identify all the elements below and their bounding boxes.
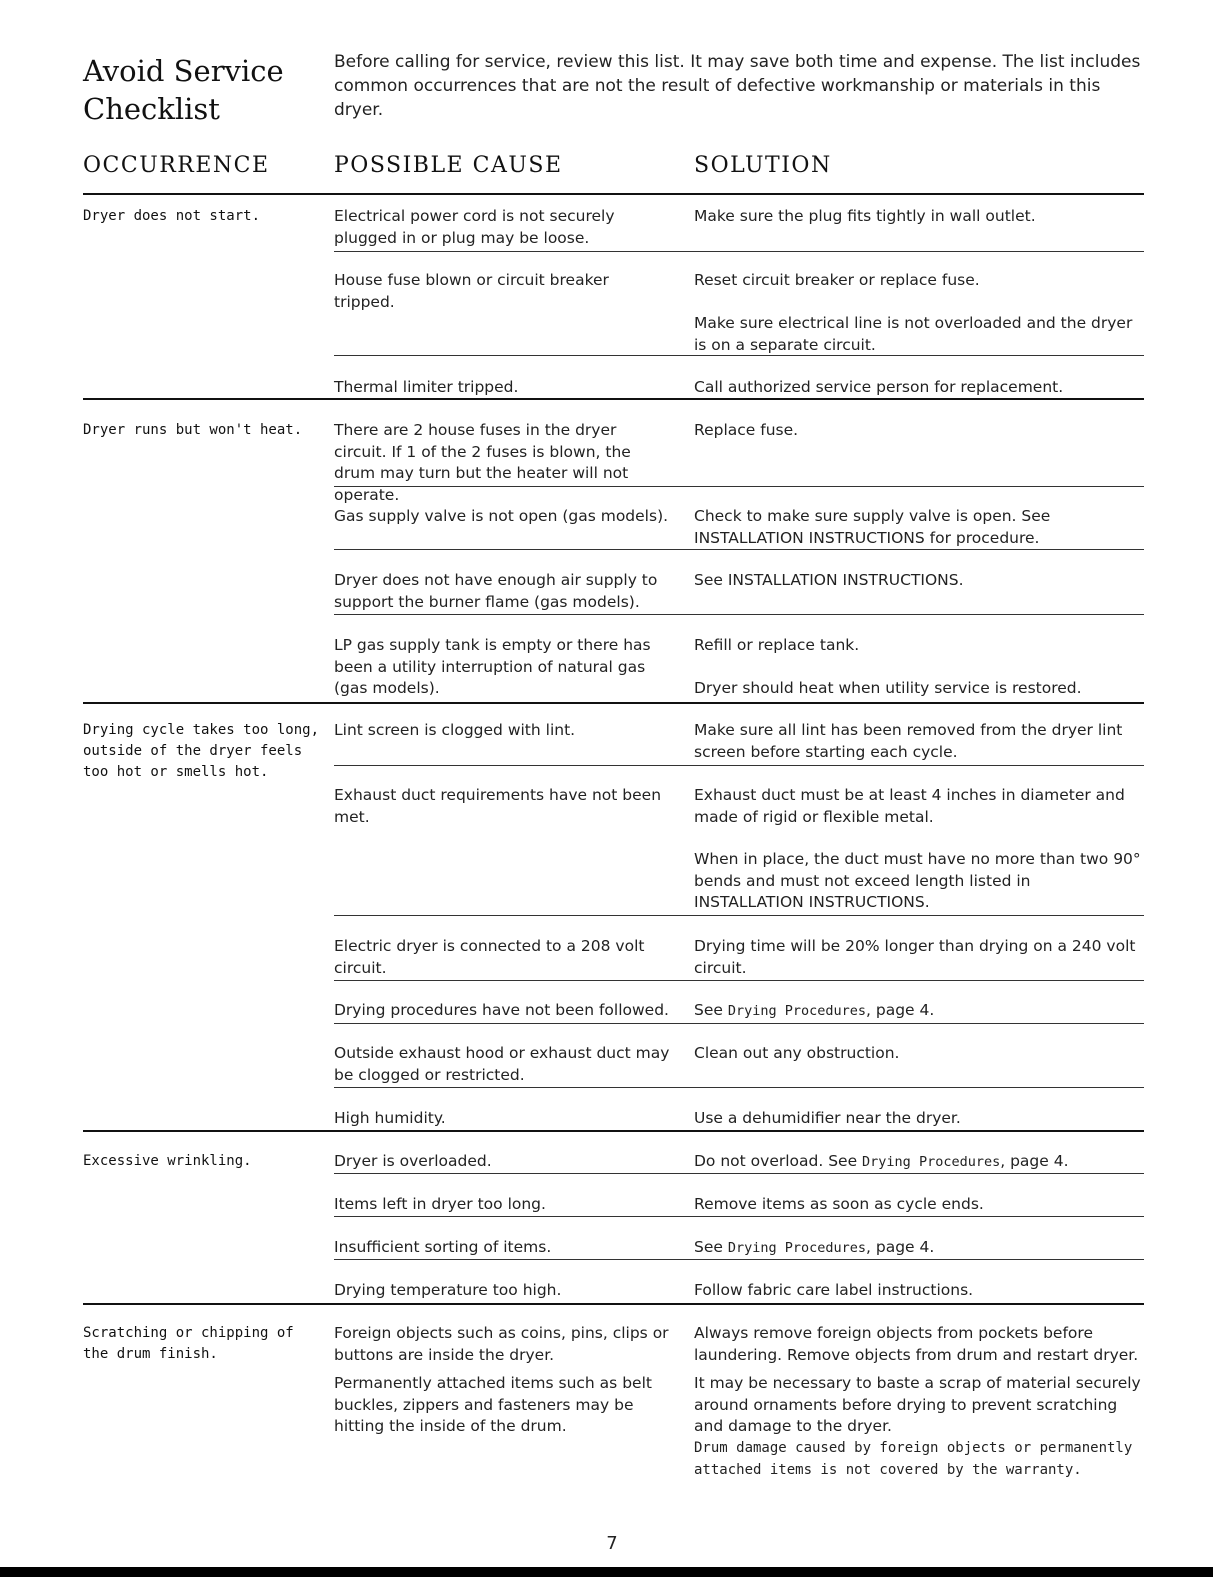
occurrence-text: Scratching or chipping of the drum finish.: [83, 1325, 294, 1362]
solution-text: Clean out any obstruction.: [694, 1044, 900, 1062]
occurrence-text: Drying cycle takes too long, outside of the dryer feels too hot or smells hot.: [83, 722, 320, 780]
group-divider: [83, 1303, 1144, 1305]
solution-text: Check to make sure supply valve is open. See INSTALLATION INSTRUCTIONS for procedure.: [694, 507, 1051, 547]
solution-text: Exhaust duct must be at least 4 inches in diameter and made of rigid or flexible metal.: [694, 786, 1125, 826]
cause-header: POSSIBLE CAUSE: [334, 153, 563, 178]
possible-cause: Electrical power cord is not securely plugged in or plug may be loose.: [334, 207, 615, 247]
possible-cause: Gas supply valve is not open (gas models).: [334, 507, 669, 525]
group-divider: [83, 193, 1144, 195]
solution-fragment: See: [694, 1001, 728, 1019]
solution-text: Reset circuit breaker or replace fuse.: [694, 271, 980, 289]
solution-text: Make sure electrical line is not overloaded and the dryer is on a separate circuit.: [694, 314, 1133, 354]
group-divider: [83, 1130, 1144, 1132]
drying-procedures-ref: Drying Procedures: [727, 1240, 867, 1256]
possible-cause: LP gas supply tank is empty or there has been a utility interruption of natural gas (gas models).: [334, 636, 651, 697]
solution-text: When in place, the duct must have no more than two 90° bends and must not exceed length listed in INSTALLATION INSTRUCTIONS.: [694, 850, 1141, 911]
row-divider: [334, 915, 1144, 916]
possible-cause: Dryer is overloaded.: [334, 1152, 492, 1170]
page-title: [83, 52, 313, 128]
solution-text: Remove items as soon as cycle ends.: [694, 1195, 984, 1213]
solution-text: Make sure all lint has been removed from the dryer lint screen before starting each cycle.: [694, 721, 1123, 761]
solution-text: Refill or replace tank.: [694, 636, 860, 654]
solution-text: See INSTALLATION INSTRUCTIONS.: [694, 571, 964, 589]
drying-procedures-ref: Drying Procedures: [727, 1003, 867, 1019]
possible-cause: Drying procedures have not been followed.: [334, 1001, 669, 1019]
solution-text: [694, 1000, 1144, 1023]
possible-cause: Drying temperature too high.: [334, 1281, 562, 1299]
possible-cause: High humidity.: [334, 1109, 446, 1127]
page-number: 7: [606, 1533, 618, 1554]
occurrence-text: Dryer does not start.: [83, 208, 261, 224]
row-divider: [334, 549, 1144, 550]
solution-fragment: , page 4.: [866, 1238, 935, 1256]
solution-fragment: Do not overload. See: [694, 1152, 863, 1170]
intro-paragraph: Before calling for service, review this list. It may save both time and expense. The list includes common occurrences that are not the result of defective workmanship or materials in this dryer.: [334, 52, 1141, 120]
group-divider: [83, 702, 1144, 704]
possible-cause: Insufficient sorting of items.: [334, 1238, 552, 1256]
possible-cause: Items left in dryer too long.: [334, 1195, 546, 1213]
solution-fragment: , page 4.: [866, 1001, 935, 1019]
title-line-2: Checklist: [83, 92, 220, 126]
solution-text: Always remove foreign objects from pockets before laundering. Remove objects from drum and restart dryer.: [694, 1324, 1139, 1364]
row-divider: [334, 765, 1144, 766]
possible-cause: Permanently attached items such as belt buckles, zippers and fasteners may be hitting the inside of the drum.: [334, 1374, 652, 1435]
row-divider: [334, 980, 1144, 981]
row-divider: [334, 614, 1144, 615]
solution-text: Use a dehumidifier near the dryer.: [694, 1109, 961, 1127]
solution-text: [694, 1237, 1144, 1260]
possible-cause: There are 2 house fuses in the dryer circuit. If 1 of the 2 fuses is blown, the drum may turn but the heater will not operate.: [334, 421, 631, 504]
solution-text: Replace fuse.: [694, 421, 799, 439]
solution-fragment: , page 4.: [1000, 1152, 1069, 1170]
possible-cause: Electric dryer is connected to a 208 volt circuit.: [334, 937, 645, 977]
solution-fragment: See: [694, 1238, 728, 1256]
occurrence-header: OCCURRENCE: [83, 153, 270, 178]
possible-cause: House fuse blown or circuit breaker tripped.: [334, 271, 609, 311]
possible-cause: Thermal limiter tripped.: [334, 378, 519, 396]
possible-cause: Lint screen is clogged with lint.: [334, 721, 576, 739]
solution-text: It may be necessary to baste a scrap of material securely around ornaments before drying to prevent scratching and damage to the dryer.: [694, 1374, 1141, 1435]
title-line-1: Avoid Service: [83, 54, 284, 88]
possible-cause: Foreign objects such as coins, pins, clips or buttons are inside the dryer.: [334, 1324, 669, 1364]
warranty-warning: Drum damage caused by foreign objects or permanently attached items is not covered by the warranty.: [694, 1440, 1133, 1478]
row-divider: [334, 1023, 1144, 1024]
solution-header: SOLUTION: [694, 153, 832, 178]
row-divider: [334, 1216, 1144, 1217]
solution-text: Call authorized service person for replacement.: [694, 378, 1064, 396]
solution-text: Follow fabric care label instructions.: [694, 1281, 974, 1299]
solution-text: Dryer should heat when utility service is restored.: [694, 679, 1082, 697]
solution-text: [694, 1151, 1144, 1174]
solution-text: Make sure the plug fits tightly in wall outlet.: [694, 207, 1036, 225]
occurrence-text: Dryer runs but won't heat.: [83, 422, 303, 438]
possible-cause: Outside exhaust hood or exhaust duct may be clogged or restricted.: [334, 1044, 670, 1084]
possible-cause: Exhaust duct requirements have not been met.: [334, 786, 662, 826]
bottom-border: [0, 1567, 1213, 1577]
possible-cause: Dryer does not have enough air supply to support the burner flame (gas models).: [334, 571, 658, 611]
solution-text: Drying time will be 20% longer than drying on a 240 volt circuit.: [694, 937, 1136, 977]
row-divider: [334, 1087, 1144, 1088]
drying-procedures-ref: Drying Procedures: [862, 1154, 1001, 1170]
row-divider: [334, 251, 1144, 252]
occurrence-text: Excessive wrinkling.: [83, 1153, 252, 1169]
